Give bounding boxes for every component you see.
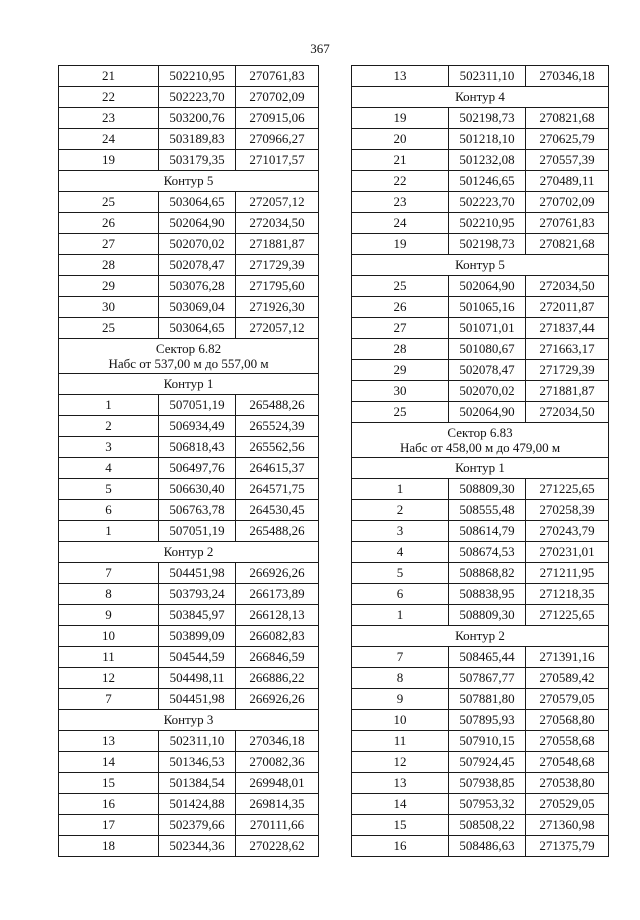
table-row — [59, 150, 319, 171]
table-row — [59, 794, 319, 815]
y-coordinate-cell: 270346,18 — [236, 731, 319, 752]
table-row — [352, 234, 609, 255]
y-coordinate-cell: 270228,62 — [236, 836, 319, 857]
x-coordinate-cell: 503069,04 — [159, 297, 236, 318]
point-number-cell: 27 — [352, 318, 449, 339]
x-coordinate-cell: 503064,65 — [159, 192, 236, 213]
x-coordinate-cell: 502078,47 — [159, 255, 236, 276]
point-number-cell: 13 — [59, 731, 159, 752]
y-coordinate-cell: 271211,95 — [526, 563, 609, 584]
y-coordinate-cell: 269814,35 — [236, 794, 319, 815]
y-coordinate-cell: 270915,06 — [236, 108, 319, 129]
x-coordinate-cell: 506630,40 — [159, 479, 236, 500]
table-row — [59, 416, 319, 437]
table-row — [352, 584, 609, 605]
x-coordinate-cell: 501384,54 — [159, 773, 236, 794]
sector-header — [352, 423, 609, 458]
y-coordinate-cell: 266926,26 — [236, 563, 319, 584]
contour-label: Контур 2 — [352, 626, 609, 647]
x-coordinate-cell: 503064,65 — [159, 318, 236, 339]
table-row — [59, 213, 319, 234]
point-number-cell: 16 — [59, 794, 159, 815]
point-number-cell: 18 — [59, 836, 159, 857]
point-number-cell: 3 — [352, 521, 449, 542]
x-coordinate-cell: 506497,76 — [159, 458, 236, 479]
coordinates-table-right — [351, 65, 609, 857]
y-coordinate-cell: 270529,05 — [526, 794, 609, 815]
sector-height-range: Набс от 458,00 м до 479,00 м — [399, 440, 561, 455]
table-row — [59, 276, 319, 297]
y-coordinate-cell: 270548,68 — [526, 752, 609, 773]
x-coordinate-cell: 508614,79 — [449, 521, 526, 542]
y-coordinate-cell: 272034,50 — [526, 276, 609, 297]
x-coordinate-cell: 508868,82 — [449, 563, 526, 584]
point-number-cell: 21 — [352, 150, 449, 171]
x-coordinate-cell: 503076,28 — [159, 276, 236, 297]
x-coordinate-cell: 504498,11 — [159, 668, 236, 689]
y-coordinate-cell: 271391,16 — [526, 647, 609, 668]
point-number-cell: 4 — [352, 542, 449, 563]
table-row — [352, 192, 609, 213]
point-number-cell: 2 — [352, 500, 449, 521]
x-coordinate-cell: 503200,76 — [159, 108, 236, 129]
point-number-cell: 29 — [352, 360, 449, 381]
y-coordinate-cell: 270558,68 — [526, 731, 609, 752]
point-number-cell: 27 — [59, 234, 159, 255]
x-coordinate-cell: 508555,48 — [449, 500, 526, 521]
y-coordinate-cell: 272034,50 — [236, 213, 319, 234]
y-coordinate-cell: 270111,66 — [236, 815, 319, 836]
y-coordinate-cell: 266926,26 — [236, 689, 319, 710]
x-coordinate-cell: 503845,97 — [159, 605, 236, 626]
x-coordinate-cell: 502198,73 — [449, 108, 526, 129]
point-number-cell: 17 — [59, 815, 159, 836]
point-number-cell: 1 — [59, 521, 159, 542]
y-coordinate-cell: 266846,59 — [236, 647, 319, 668]
y-coordinate-cell: 270625,79 — [526, 129, 609, 150]
table-row — [59, 731, 319, 752]
x-coordinate-cell: 507895,93 — [449, 710, 526, 731]
table-row — [352, 731, 609, 752]
x-coordinate-cell: 508486,63 — [449, 836, 526, 857]
page-number: 367 — [310, 41, 330, 56]
y-coordinate-cell: 269948,01 — [236, 773, 319, 794]
x-coordinate-cell: 507051,19 — [159, 521, 236, 542]
point-number-cell: 8 — [59, 584, 159, 605]
x-coordinate-cell: 502078,47 — [449, 360, 526, 381]
x-coordinate-cell: 502064,90 — [449, 402, 526, 423]
x-coordinate-cell: 501246,65 — [449, 171, 526, 192]
y-coordinate-cell: 271375,79 — [526, 836, 609, 857]
x-coordinate-cell: 501065,16 — [449, 297, 526, 318]
x-coordinate-cell: 503793,24 — [159, 584, 236, 605]
x-coordinate-cell: 501071,01 — [449, 318, 526, 339]
table-row — [59, 479, 319, 500]
table-row — [352, 276, 609, 297]
point-number-cell: 6 — [59, 500, 159, 521]
point-number-cell: 11 — [59, 647, 159, 668]
point-number-cell: 2 — [59, 416, 159, 437]
point-number-cell: 7 — [59, 689, 159, 710]
point-number-cell: 29 — [59, 276, 159, 297]
x-coordinate-cell: 502223,70 — [449, 192, 526, 213]
y-coordinate-cell: 271729,39 — [526, 360, 609, 381]
point-number-cell: 30 — [59, 297, 159, 318]
y-coordinate-cell: 271225,65 — [526, 605, 609, 626]
table-row — [59, 255, 319, 276]
point-number-cell: 4 — [59, 458, 159, 479]
point-number-cell: 28 — [59, 255, 159, 276]
table-row — [59, 647, 319, 668]
table-row — [59, 129, 319, 150]
table-row — [352, 521, 609, 542]
table-row — [352, 752, 609, 773]
table-row — [352, 360, 609, 381]
y-coordinate-cell: 270702,09 — [236, 87, 319, 108]
x-coordinate-cell: 501424,88 — [159, 794, 236, 815]
table-row — [59, 815, 319, 836]
point-number-cell: 25 — [352, 402, 449, 423]
y-coordinate-cell: 264571,75 — [236, 479, 319, 500]
x-coordinate-cell: 504451,98 — [159, 563, 236, 584]
sector-title: Сектор 6.83 — [447, 425, 513, 440]
y-coordinate-cell: 270579,05 — [526, 689, 609, 710]
table-row — [352, 402, 609, 423]
y-coordinate-cell: 271881,87 — [526, 381, 609, 402]
x-coordinate-cell: 508508,22 — [449, 815, 526, 836]
y-coordinate-cell: 271360,98 — [526, 815, 609, 836]
point-number-cell: 21 — [59, 66, 159, 87]
table-row — [352, 815, 609, 836]
table-row — [59, 668, 319, 689]
table-row — [59, 626, 319, 647]
y-coordinate-cell: 270568,80 — [526, 710, 609, 731]
y-coordinate-cell: 270489,11 — [526, 171, 609, 192]
y-coordinate-cell: 270761,83 — [526, 213, 609, 234]
point-number-cell: 1 — [352, 479, 449, 500]
table-row — [59, 458, 319, 479]
x-coordinate-cell: 503179,35 — [159, 150, 236, 171]
point-number-cell: 28 — [352, 339, 449, 360]
contour-header-row — [59, 710, 319, 731]
x-coordinate-cell: 502064,90 — [449, 276, 526, 297]
x-coordinate-cell: 507867,77 — [449, 668, 526, 689]
y-coordinate-cell: 271225,65 — [526, 479, 609, 500]
x-coordinate-cell: 502070,02 — [159, 234, 236, 255]
contour-label: Контур 3 — [59, 710, 319, 731]
x-coordinate-cell: 507910,15 — [449, 731, 526, 752]
table-row — [352, 66, 609, 87]
table-row — [352, 129, 609, 150]
point-number-cell: 30 — [352, 381, 449, 402]
y-coordinate-cell: 270702,09 — [526, 192, 609, 213]
y-coordinate-cell: 271795,60 — [236, 276, 319, 297]
x-coordinate-cell: 506934,49 — [159, 416, 236, 437]
point-number-cell: 15 — [352, 815, 449, 836]
y-coordinate-cell: 271017,57 — [236, 150, 319, 171]
y-coordinate-cell: 272011,87 — [526, 297, 609, 318]
table-row — [352, 150, 609, 171]
table-row — [352, 647, 609, 668]
y-coordinate-cell: 270258,39 — [526, 500, 609, 521]
point-number-cell: 24 — [59, 129, 159, 150]
contour-header-row — [352, 458, 609, 479]
point-number-cell: 10 — [59, 626, 159, 647]
y-coordinate-cell: 266886,22 — [236, 668, 319, 689]
point-number-cell: 3 — [59, 437, 159, 458]
sector-height-range: Набс от 537,00 м до 557,00 м — [108, 356, 269, 371]
sector-header — [59, 339, 319, 374]
x-coordinate-cell: 506763,78 — [159, 500, 236, 521]
x-coordinate-cell: 507881,80 — [449, 689, 526, 710]
table-row — [59, 500, 319, 521]
table-row — [352, 318, 609, 339]
y-coordinate-cell: 270761,83 — [236, 66, 319, 87]
y-coordinate-cell: 271881,87 — [236, 234, 319, 255]
table-row — [352, 297, 609, 318]
y-coordinate-cell: 270557,39 — [526, 150, 609, 171]
y-coordinate-cell: 265562,56 — [236, 437, 319, 458]
x-coordinate-cell: 506818,43 — [159, 437, 236, 458]
y-coordinate-cell: 272057,12 — [236, 318, 319, 339]
x-coordinate-cell: 501232,08 — [449, 150, 526, 171]
y-coordinate-cell: 266082,83 — [236, 626, 319, 647]
y-coordinate-cell: 264530,45 — [236, 500, 319, 521]
point-number-cell: 19 — [59, 150, 159, 171]
point-number-cell: 25 — [59, 192, 159, 213]
point-number-cell: 26 — [352, 297, 449, 318]
contour-header-row — [59, 171, 319, 192]
x-coordinate-cell: 501218,10 — [449, 129, 526, 150]
sector-title: Сектор 6.82 — [155, 341, 222, 356]
y-coordinate-cell: 264615,37 — [236, 458, 319, 479]
table-row — [352, 381, 609, 402]
table-row — [59, 563, 319, 584]
point-number-cell: 14 — [59, 752, 159, 773]
x-coordinate-cell: 502311,10 — [449, 66, 526, 87]
table-row — [59, 689, 319, 710]
table-row — [352, 605, 609, 626]
table-row — [59, 752, 319, 773]
sector-header-row — [352, 423, 609, 458]
point-number-cell: 10 — [352, 710, 449, 731]
contour-header-row — [352, 626, 609, 647]
point-number-cell: 14 — [352, 794, 449, 815]
x-coordinate-cell: 502379,66 — [159, 815, 236, 836]
table-row — [59, 87, 319, 108]
table-row — [59, 836, 319, 857]
point-number-cell: 26 — [59, 213, 159, 234]
x-coordinate-cell: 507924,45 — [449, 752, 526, 773]
x-coordinate-cell: 507938,85 — [449, 773, 526, 794]
point-number-cell: 22 — [352, 171, 449, 192]
x-coordinate-cell: 503899,09 — [159, 626, 236, 647]
point-number-cell: 13 — [352, 773, 449, 794]
table-row — [352, 171, 609, 192]
contour-label: Контур 4 — [352, 87, 609, 108]
point-number-cell: 7 — [352, 647, 449, 668]
point-number-cell: 9 — [352, 689, 449, 710]
point-number-cell: 24 — [352, 213, 449, 234]
point-number-cell: 23 — [352, 192, 449, 213]
y-coordinate-cell: 272057,12 — [236, 192, 319, 213]
y-coordinate-cell: 271729,39 — [236, 255, 319, 276]
x-coordinate-cell: 502344,36 — [159, 836, 236, 857]
point-number-cell: 20 — [352, 129, 449, 150]
y-coordinate-cell: 270538,80 — [526, 773, 609, 794]
x-coordinate-cell: 508809,30 — [449, 479, 526, 500]
x-coordinate-cell: 504544,59 — [159, 647, 236, 668]
table-row — [59, 297, 319, 318]
x-coordinate-cell: 508838,95 — [449, 584, 526, 605]
table-row — [59, 395, 319, 416]
y-coordinate-cell: 265488,26 — [236, 395, 319, 416]
table-row — [352, 500, 609, 521]
point-number-cell: 12 — [352, 752, 449, 773]
y-coordinate-cell: 271926,30 — [236, 297, 319, 318]
point-number-cell: 5 — [352, 563, 449, 584]
point-number-cell: 25 — [352, 276, 449, 297]
contour-header-row — [59, 374, 319, 395]
x-coordinate-cell: 508465,44 — [449, 647, 526, 668]
y-coordinate-cell: 271218,35 — [526, 584, 609, 605]
point-number-cell: 1 — [352, 605, 449, 626]
x-coordinate-cell: 502198,73 — [449, 234, 526, 255]
contour-label: Контур 5 — [59, 171, 319, 192]
x-coordinate-cell: 502210,95 — [159, 66, 236, 87]
point-number-cell: 15 — [59, 773, 159, 794]
table-row — [59, 66, 319, 87]
table-row — [59, 234, 319, 255]
contour-label: Контур 2 — [59, 542, 319, 563]
table-row — [352, 339, 609, 360]
contour-header-row — [352, 87, 609, 108]
y-coordinate-cell: 271837,44 — [526, 318, 609, 339]
table-row — [352, 836, 609, 857]
table-row — [59, 605, 319, 626]
y-coordinate-cell: 271663,17 — [526, 339, 609, 360]
x-coordinate-cell: 503189,83 — [159, 129, 236, 150]
table-row — [59, 584, 319, 605]
y-coordinate-cell: 270346,18 — [526, 66, 609, 87]
point-number-cell: 1 — [59, 395, 159, 416]
table-row — [352, 689, 609, 710]
x-coordinate-cell: 501346,53 — [159, 752, 236, 773]
y-coordinate-cell: 265488,26 — [236, 521, 319, 542]
point-number-cell: 19 — [352, 234, 449, 255]
x-coordinate-cell: 508674,53 — [449, 542, 526, 563]
y-coordinate-cell: 266128,13 — [236, 605, 319, 626]
y-coordinate-cell: 270821,68 — [526, 234, 609, 255]
point-number-cell: 23 — [59, 108, 159, 129]
table-row — [352, 668, 609, 689]
y-coordinate-cell: 270231,01 — [526, 542, 609, 563]
table-row — [59, 437, 319, 458]
coordinates-table-left — [58, 65, 319, 857]
y-coordinate-cell: 270966,27 — [236, 129, 319, 150]
point-number-cell: 9 — [59, 605, 159, 626]
x-coordinate-cell: 502070,02 — [449, 381, 526, 402]
x-coordinate-cell: 504451,98 — [159, 689, 236, 710]
contour-header-row — [352, 255, 609, 276]
y-coordinate-cell: 270082,36 — [236, 752, 319, 773]
table-row — [352, 710, 609, 731]
table-row — [352, 794, 609, 815]
table-row — [352, 108, 609, 129]
y-coordinate-cell: 270821,68 — [526, 108, 609, 129]
point-number-cell: 6 — [352, 584, 449, 605]
table-row — [352, 542, 609, 563]
point-number-cell: 25 — [59, 318, 159, 339]
y-coordinate-cell: 270243,79 — [526, 521, 609, 542]
contour-label: Контур 1 — [352, 458, 609, 479]
y-coordinate-cell: 265524,39 — [236, 416, 319, 437]
x-coordinate-cell: 502311,10 — [159, 731, 236, 752]
table-row — [352, 563, 609, 584]
y-coordinate-cell: 272034,50 — [526, 402, 609, 423]
x-coordinate-cell: 502223,70 — [159, 87, 236, 108]
point-number-cell: 7 — [59, 563, 159, 584]
x-coordinate-cell: 507051,19 — [159, 395, 236, 416]
table-row — [59, 773, 319, 794]
point-number-cell: 19 — [352, 108, 449, 129]
x-coordinate-cell: 501080,67 — [449, 339, 526, 360]
point-number-cell: 13 — [352, 66, 449, 87]
table-row — [352, 479, 609, 500]
point-number-cell: 12 — [59, 668, 159, 689]
x-coordinate-cell: 508809,30 — [449, 605, 526, 626]
sector-header-row — [59, 339, 319, 374]
point-number-cell: 11 — [352, 731, 449, 752]
table-row — [59, 521, 319, 542]
x-coordinate-cell: 507953,32 — [449, 794, 526, 815]
table-row — [352, 773, 609, 794]
point-number-cell: 22 — [59, 87, 159, 108]
table-row — [59, 108, 319, 129]
y-coordinate-cell: 270589,42 — [526, 668, 609, 689]
table-row — [59, 318, 319, 339]
x-coordinate-cell: 502064,90 — [159, 213, 236, 234]
contour-label: Контур 5 — [352, 255, 609, 276]
y-coordinate-cell: 266173,89 — [236, 584, 319, 605]
x-coordinate-cell: 502210,95 — [449, 213, 526, 234]
point-number-cell: 5 — [59, 479, 159, 500]
table-row — [352, 213, 609, 234]
contour-header-row — [59, 542, 319, 563]
contour-label: Контур 1 — [59, 374, 319, 395]
point-number-cell: 8 — [352, 668, 449, 689]
point-number-cell: 16 — [352, 836, 449, 857]
table-row — [59, 192, 319, 213]
